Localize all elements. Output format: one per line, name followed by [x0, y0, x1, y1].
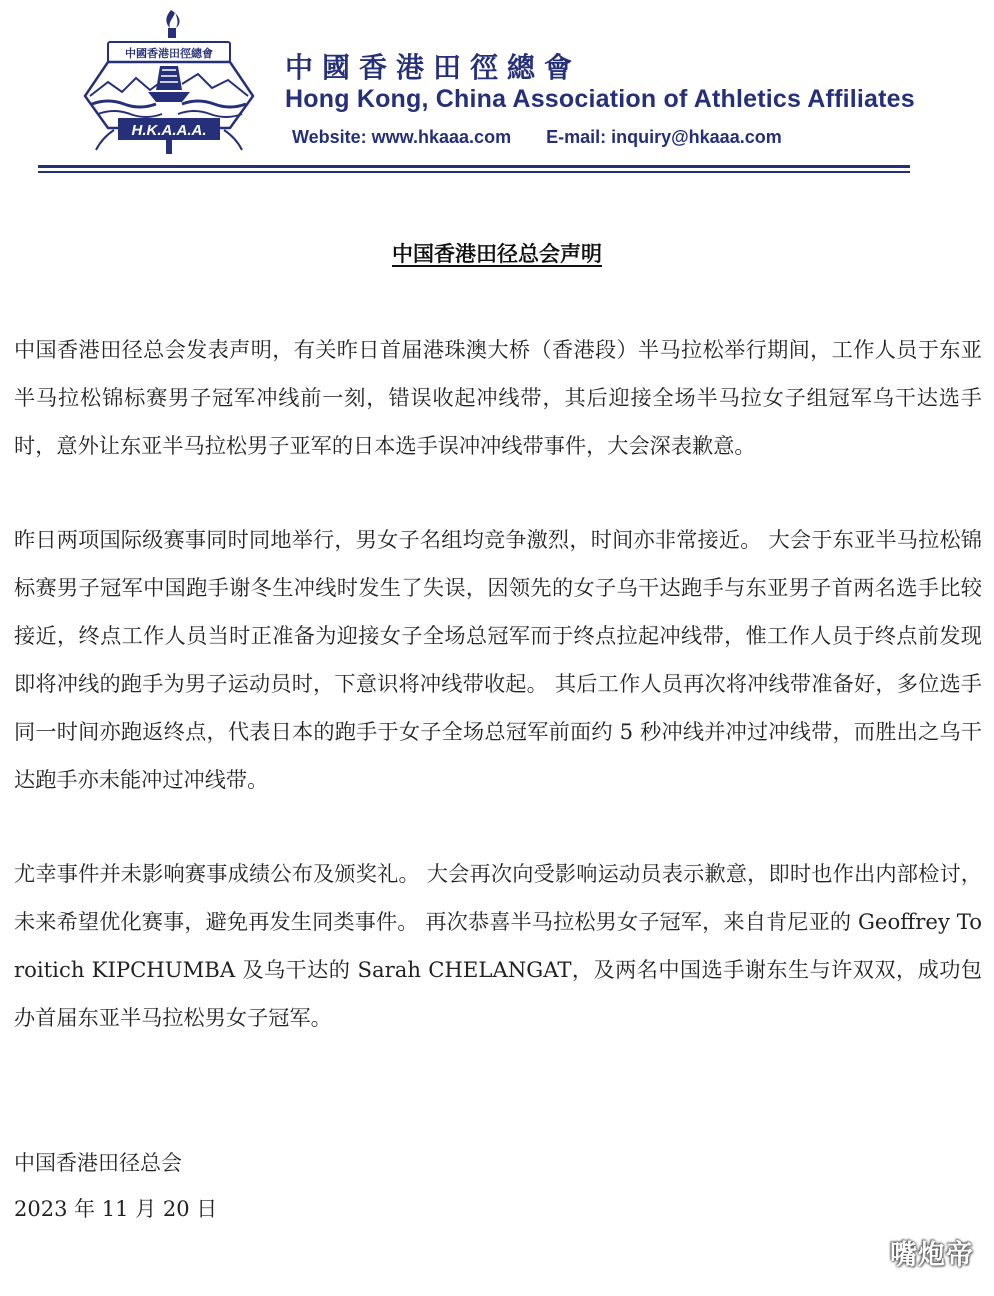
signature-organization: 中国香港田径总会 [14, 1151, 182, 1175]
letterhead [0, 0, 994, 185]
paragraph: 尤幸事件并未影响赛事成绩公布及颁奖礼。 大会再次向受影响运动员表示歉意，即时也作出内部检讨，未来希望优化赛事，避免再发生同类事件。 再次恭喜半马拉松男女子冠军，来自肯尼亚的 Geoffrey Toroitich KIPCHUMBA 及乌干达的 Sarah CHELANGAT，及两名中国选手谢东生与许双双，成功包办首届东亚半马拉松男女子冠军。 [14, 861, 982, 1030]
logo-banner-text: 中國香港田徑總會 [125, 47, 213, 60]
watermark: 嘴炮帝 [890, 1240, 974, 1271]
contact-line [292, 127, 782, 148]
statement-title: 中国香港田径总会声明 [392, 242, 602, 266]
organization-name-english: Hong Kong, China Association of Athletics Affiliates [285, 85, 915, 113]
signoff [14, 1140, 217, 1232]
header-divider-thin [38, 171, 910, 173]
paragraph: 昨日两项国际级赛事同时同地举行，男女子名组均竞争激烈，时间亦非常接近。 大会于东亚半马拉松锦标赛男子冠军中国跑手谢冬生冲线时发生了失误，因领先的女子乌干达跑手与东亚男子首两名选手比较接近，终点工作人员当时正准备为迎接女子全场总冠军而于终点拉起冲线带，惟工作人员于终点前发现即将冲线的跑手为男子运动员时，下意识将冲线带收起。 其后工作人员再次将冲线带准备好，多位选手同一时间亦跑返终点，代表日本的跑手于女子全场总冠军前面约 5 秒冲线并冲过冲线带，而胜出之乌干达跑手亦未能冲过冲线带。 [14, 527, 982, 792]
header-divider-thick [38, 165, 910, 168]
hkaaa-logo [78, 4, 260, 156]
statement-body [14, 326, 982, 1088]
statement-date: 2023 年 11 月 20 日 [14, 1197, 218, 1221]
website-text: Website: www.hkaaa.com [292, 127, 512, 147]
email-text: E-mail: inquiry@hkaaa.com [546, 127, 782, 147]
organization-name-chinese: 中國香港田徑總會 [285, 51, 582, 84]
logo-abbreviation: H.K.A.A.A. [131, 122, 207, 139]
paragraph: 中国香港田径总会发表声明，有关昨日首届港珠澳大桥（香港段）半马拉松举行期间，工作人员于东亚半马拉松锦标赛男子冠军冲线前一刻，错误收起冲线带，其后迎接全场半马拉女子组冠军乌干达选手时，意外让东亚半马拉松男子亚军的日本选手误冲冲线带事件，大会深表歉意。 [14, 337, 982, 458]
